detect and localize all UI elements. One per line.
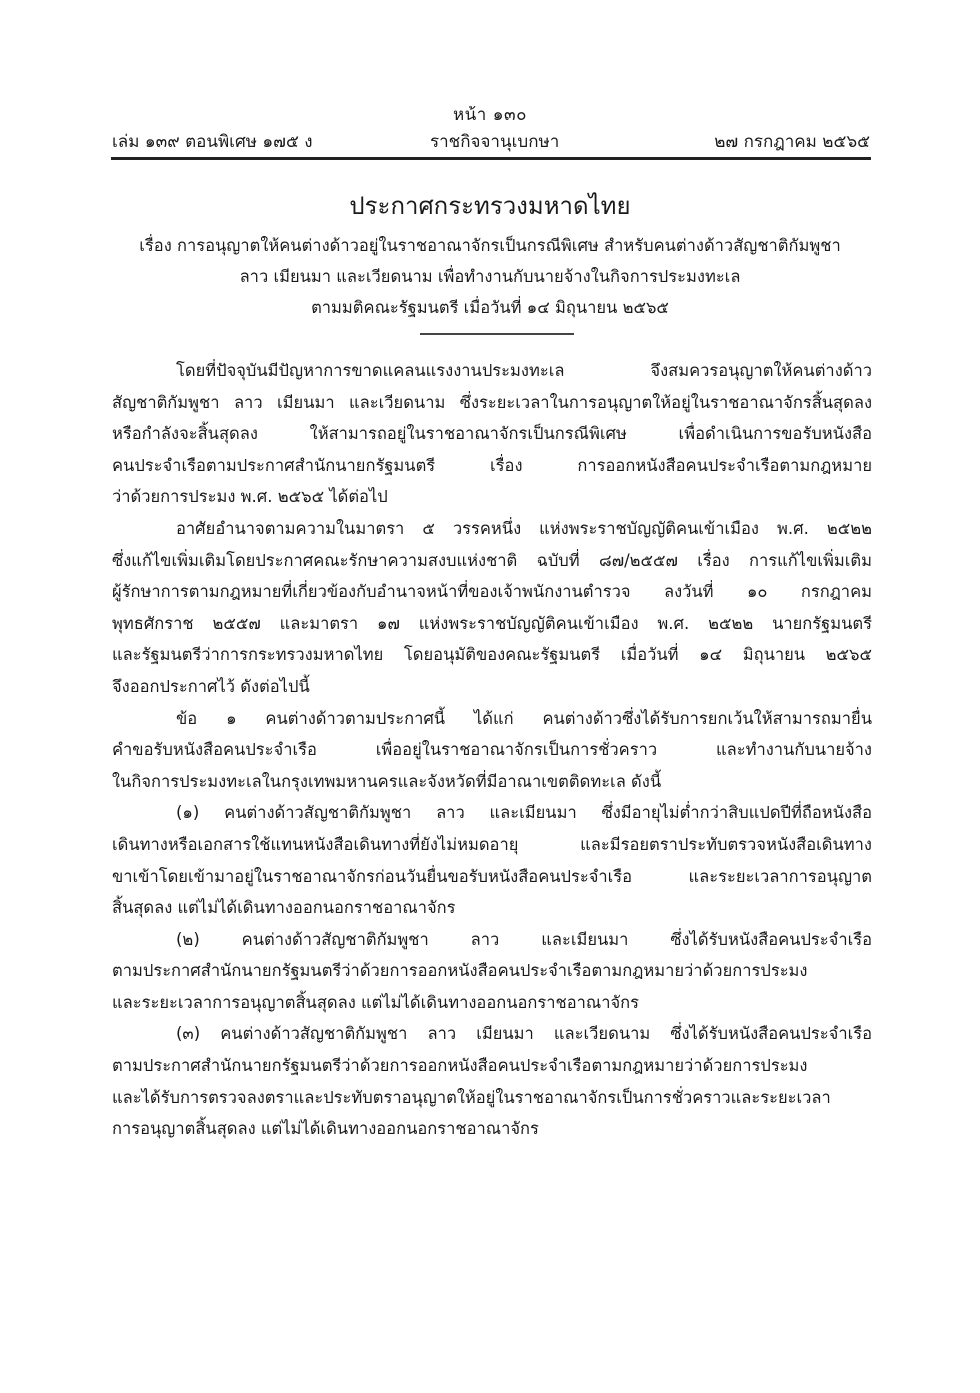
- text-line: ว่าด้วยการประมง พ.ศ. ๒๕๖๕ ได้ต่อไป: [112, 487, 388, 507]
- text-line: จึงออกประกาศไว้ ดังต่อไปนี้: [112, 676, 310, 696]
- text-line: คำขอรับหนังสือคนประจำเรือ เพื่ออยู่ในราชอาณาจักรเป็นการชั่วคราว และทำงานกับนายจ้าง: [112, 740, 872, 760]
- text-line: ตามประกาศสำนักนายกรัฐมนตรีว่าด้วยการออกหนังสือคนประจำเรือตามกฎหมายว่าด้วยการประมง: [112, 1056, 808, 1076]
- page-number: หน้า ๑๓๐: [452, 105, 528, 125]
- text-line: ขาเข้าโดยเข้ามาอยู่ในราชอาณาจักรก่อนวันยื่นขอรับหนังสือคนประจำเรือ และระยะเวลาการอนุญาต: [112, 866, 872, 886]
- text-line: และรัฐมนตรีว่าการกระทรวงมหาดไทย โดยอนุมัติของคณะรัฐมนตรี เมื่อวันที่ ๑๔ มิถุนายน ๒๕๖๕: [112, 645, 872, 665]
- text-line: หรือกำลังจะสิ้นสุดลง ให้สามารถอยู่ในราชอาณาจักรเป็นกรณีพิเศษ เพื่อดำเนินการขอรับหนังสือ: [112, 424, 872, 444]
- text-line: ในกิจการประมงทะเลในกรุงเทพมหานครและจังหวัดที่มีอาณาเขตติดทะเล ดังนี้: [112, 771, 662, 791]
- text-line: ตามประกาศสำนักนายกรัฐมนตรีว่าด้วยการออกหนังสือคนประจำเรือตามกฎหมายว่าด้วยการประมง: [112, 961, 808, 981]
- text-line: (๑) คนต่างด้าวสัญชาติกัมพูชา ลาว และเมียนมา ซึ่งมีอายุไม่ต่ำกว่าสิบแปดปีที่ถือหนังสือ: [176, 803, 872, 823]
- text-line: ข้อ ๑ คนต่างด้าวตามประกาศนี้ ได้แก่ คนต่างด้าวซึ่งได้รับการยกเว้นให้สามารถมายื่น: [176, 708, 872, 728]
- text-line: โดยที่ปัจจุบันมีปัญหาการขาดแคลนแรงงานประมงทะเล จึงสมควรอนุญาตให้คนต่างด้าว: [176, 361, 872, 380]
- text-line: คนประจำเรือตามประกาศสำนักนายกรัฐมนตรี เรื่อง การออกหนังสือคนประจำเรือตามกฎหมาย: [112, 455, 872, 475]
- clause-1: [112, 703, 872, 798]
- subject-line: เรื่อง การอนุญาตให้คนต่างด้าวอยู่ในราชอาณาจักรเป็นกรณีพิเศษ สำหรับคนต่างด้าวสัญชาติกัมพูชา: [139, 236, 841, 255]
- publication-date: ๒๗ กรกฎาคม ๒๕๖๕: [714, 132, 870, 152]
- text-line: ผู้รักษาการตามกฎหมายที่เกี่ยวข้องกับอำนาจหน้าที่ของเจ้าพนักงานตำรวจ ลงวันที่ ๑๐ กรกฎาคม: [112, 582, 872, 602]
- text-line: ซึ่งแก้ไขเพิ่มเติมโดยประกาศคณะรักษาความสงบแห่งชาติ ฉบับที่ ๘๗/๒๕๕๗ เรื่อง การแก้ไขเพิ่มเติม: [112, 550, 872, 570]
- gazette-name: ราชกิจจานุเบกษา: [430, 132, 560, 152]
- gazette-header: [112, 128, 870, 154]
- clause-1-item-1: [112, 797, 872, 923]
- text-line: และได้รับการตรวจลงตราและประทับตราอนุญาตให้อยู่ในราชอาณาจักรเป็นการชั่วคราวและระยะเวลา: [112, 1087, 831, 1107]
- subject-line: ลาว เมียนมา และเวียดนาม เพื่อทำงานกับนายจ้างในกิจการประมงทะเล: [239, 267, 741, 286]
- clause-1-item-2: [112, 924, 872, 1019]
- text-line: (๒) คนต่างด้าวสัญชาติกัมพูชา ลาว และเมียนมา ซึ่งได้รับหนังสือคนประจำเรือ: [176, 929, 872, 949]
- paragraph-authority: [112, 513, 872, 703]
- document-subject: [100, 230, 880, 323]
- text-line: สิ้นสุดลง แต่ไม่ได้เดินทางออกนอกราชอาณาจักร: [112, 898, 456, 918]
- clause-1-item-3: [112, 1018, 872, 1144]
- text-line: พุทธศักราช ๒๕๕๗ และมาตรา ๑๗ แห่งพระราชบัญญัติคนเข้าเมือง พ.ศ. ๒๕๒๒ นายกรัฐมนตรี: [112, 613, 872, 633]
- text-line: อาศัยอำนาจตามความในมาตรา ๕ วรรคหนึ่ง แห่งพระราชบัญญัติคนเข้าเมือง พ.ศ. ๒๕๒๒: [176, 518, 872, 538]
- header-divider: [111, 157, 871, 160]
- text-line: (๓) คนต่างด้าวสัญชาติกัมพูชา ลาว เมียนมา และเวียดนาม ซึ่งได้รับหนังสือคนประจำเรือ: [176, 1024, 872, 1044]
- text-line: เดินทางหรือเอกสารใช้แทนหนังสือเดินทางที่ยังไม่หมดอายุ และมีรอยตราประทับตรวจหนังสือเดินทาง: [112, 834, 872, 854]
- text-line: การอนุญาตสิ้นสุดลง แต่ไม่ได้เดินทางออกนอกราชอาณาจักร: [112, 1119, 539, 1139]
- volume-issue: เล่ม ๑๓๙ ตอนพิเศษ ๑๗๕ ง: [112, 132, 313, 152]
- text-line: สัญชาติกัมพูชา ลาว เมียนมา และเวียดนาม ซึ่งระยะเวลาในการอนุญาตให้อยู่ในราชอาณาจักรสิ้นสุดลง: [112, 392, 872, 412]
- text-line: และระยะเวลาการอนุญาตสิ้นสุดลง แต่ไม่ได้เดินทางออกนอกราชอาณาจักร: [112, 992, 639, 1012]
- title-separator: [420, 333, 574, 335]
- paragraph-preamble: [112, 355, 872, 513]
- document-title: ประกาศกระทรวงมหาดไทย: [349, 192, 631, 220]
- subject-line: ตามมติคณะรัฐมนตรี เมื่อวันที่ ๑๔ มิถุนายน ๒๕๖๕: [311, 298, 669, 317]
- document-body: [112, 355, 872, 1145]
